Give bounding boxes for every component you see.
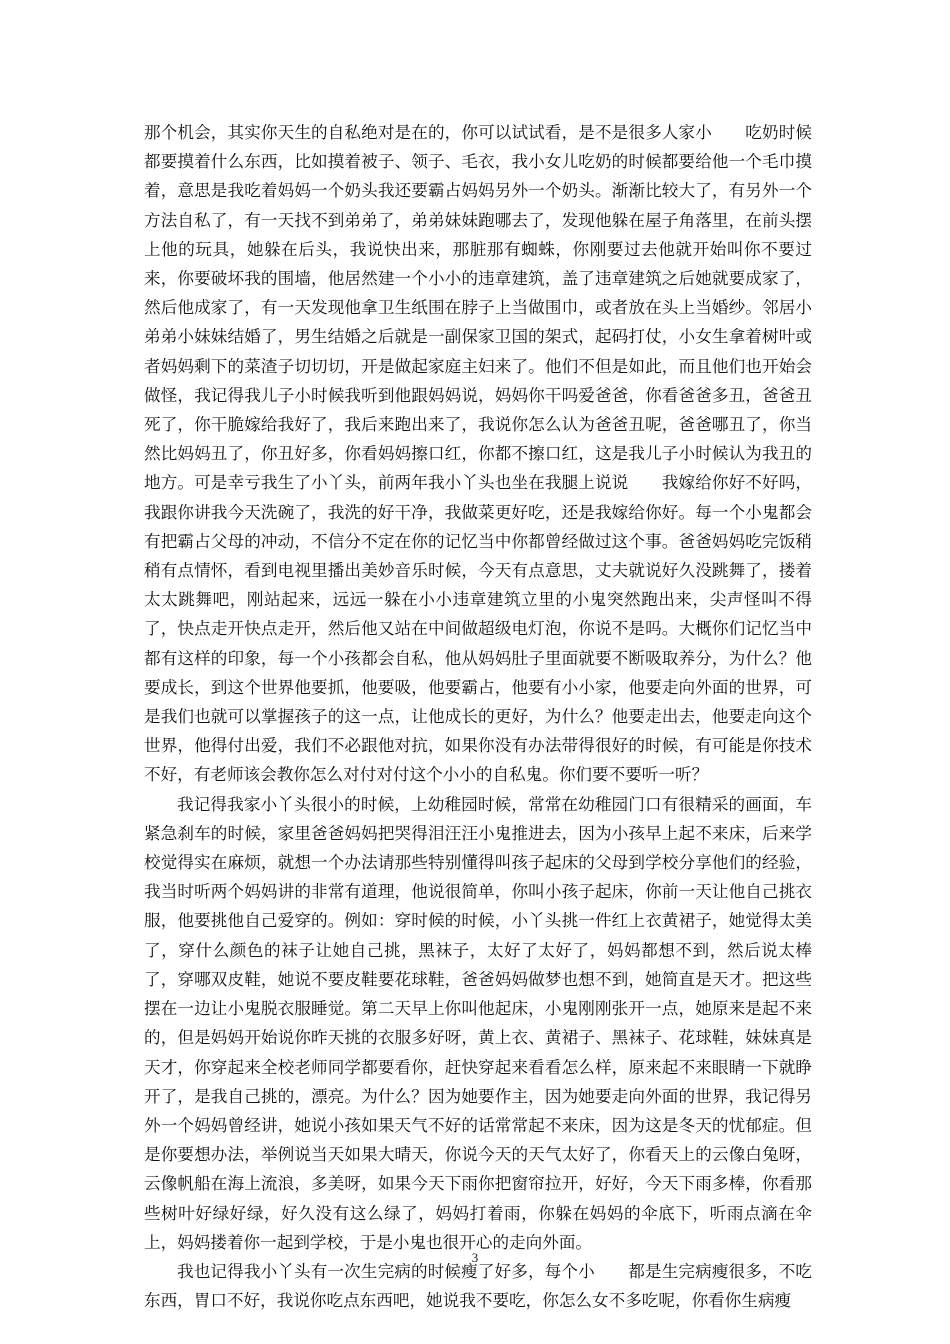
paragraph-3: 我也记得我小丫头有一次生完病的时候瘦了好多，每个小 都是生完病瘦很多，不吃东西，胃口不好，我说你吃点东西吧，她说我不要吃，你怎么女不多吃呢，你看你生病瘦: [144, 1261, 812, 1311]
document-body: [144, 118, 812, 1315]
paragraph-2: 我记得我家小丫头很小的时候，上幼稚园时候，常常在幼稚园门口有很精采的画面，车紧急刹车的时候，家里爸爸妈妈把哭得泪汪汪小鬼推进去，因为小孩早上起不来床，后来学校觉得实在麻烦，就想一个办法请那些特别懂得叫孩子起床的父母到学校分享他们的经验，我当时听两个妈妈讲的非常有道理，他说很简单，你叫小孩子起床，你前一天让他自己挑衣服，他要挑他自己爱穿的。例如：穿时候的时候，小丫头挑一件红上衣黄裙子，她觉得太美了，穿什么颜色的袜子让她自己挑，黑袜子，太好了太好了，妈妈都想不到，然后说太棒了，穿哪双皮鞋，她说不要皮鞋要花球鞋，爸爸妈妈做梦也想不到，她简直是天才。把这些摆在一边让小鬼脱衣服睡觉。第二天早上你叫他起床，小鬼刚刚张开一点，她原来是起不来的，但是妈妈开始说你昨天挑的衣服多好呀，黄上衣、黄裙子、黑袜子、花球鞋，妹妹真是天才，你穿起来全校老师同学都要看你，赶快穿起来看看怎么样，原来起不来眼睛一下就睁开了，是我自己挑的，漂亮。为什么？因为她要作主，因为她要走向外面的世界，我记得另外一个妈妈曾经讲，她说小孩如果天气不好的话常常起不来床，因为这是冬天的忧郁症。但是你要想办法，举例说当天如果大晴天，你说今天的天气太好了，你看天上的云像白兔呀，云像帆船在海上流浪，多美呀，如果今天下雨你把窗帘拉开，好好，今天下雨多棒，你看那些树叶好绿好绿，好久没有这么绿了，妈妈打着雨，你躲在妈妈的伞底下，听雨点滴在伞上，妈妈搂着你一起到学校，于是小鬼也很开心的走向外面。: [144, 794, 812, 1252]
page-number: 3: [471, 1250, 479, 1265]
paragraph-1: 那个机会，其实你天生的自私绝对是在的，你可以试试看，是不是很多人家小 吃奶时候都要摸着什么东西，比如摸着被子、领子、毛衣，我小女儿吃奶的时候都要给他一个毛巾摸着，意思是我吃着妈妈一个奶头我还要霸占妈妈另外一个奶头。渐渐比较大了，有另外一个方法自私了，有一天找不到弟弟了，弟弟妹妹跑哪去了，发现他躲在屋子角落里，在前头摆上他的玩具，她躲在后头，我说快出来，那脏那有蜘蛛，你刚要过去他就开始叫你不要过来，你要破坏我的围墙，他居然建一个小小的违章建筑，盖了违章建筑之后她就要成家了，然后他成家了，有一天发现他拿卫生纸围在脖子上当做围巾，或者放在头上当婚纱。邻居小弟弟小妹妹结婚了，男生结婚之后就是一副保家卫国的架式，起码打仗，小女生拿着树叶或者妈妈剩下的菜渣子切切切，开是做起家庭主妇来了。他们不但是如此，而且他们也开始会做怪，我记得我儿子小时候我听到他跟妈妈说，妈妈你干吗爱爸爸，你看爸爸多丑，爸爸丑死了，你干脆嫁给我好了，我后来跑出来了，我说你怎么认为爸爸丑呢，爸爸哪丑了，你当然比妈妈丑了，你丑好多，你看妈妈擦口红，你都不擦口红，这是我儿子小时候认为我丑的地方。可是幸亏我生了小丫头，前两年我小丫头也坐在我腿上说说 我嫁给你好不好吗，我跟你讲我今天洗碗了，我洗的好干净，我做菜更好吃，还是我嫁给你好。每一个小鬼都会有把霸占父母的冲动，不信分不定在你的记忆当中你都曾经做过这个事。爸爸妈妈吃完饭稍稍有点情怀，看到电视里播出美妙音乐时候，今天有点意思，丈夫就说好久没跳舞了，搂着太太跳舞吧，刚站起来，远远一躲在小小违章建筑立里的小鬼突然跑出来，尖声怪叫不得了，快点走开快点走开，然后他又站在中间做超级电灯泡，你说不是吗。大概你们记忆当中都有这样的印象，每一个小孩都会自私，他从妈妈肚子里面就要不断吸取养分，为什么？他要成长，到这个世界他要抓，他要吸，他要霸占，他要有小小家，他要走向外面的世界，可是我们也就可以掌握孩子的这一点，让他成长的更好，为什么？他要走出去，他要走向这个世界，他得付出爱，我们不必跟他对抗，如果你没有办法带得很好的时候，有可能是你技术不好，有老师该会教你怎么对付对付这个小小的自私鬼。你们要不要听一听？: [144, 123, 812, 785]
